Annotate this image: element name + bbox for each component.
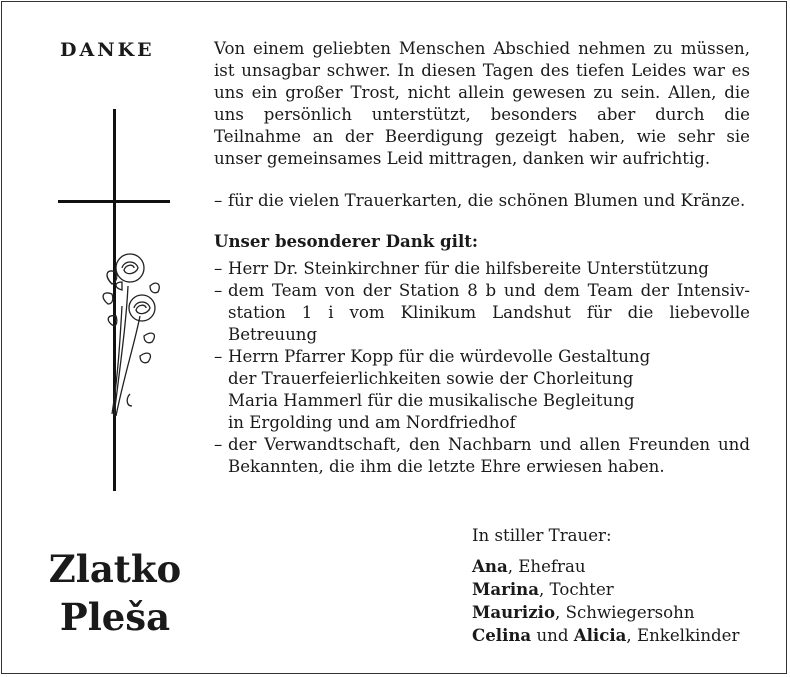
dash-marker: – [214,191,223,210]
thanks-heading: DANKE [60,39,155,61]
separator: , [555,603,566,622]
deceased-name [40,545,190,641]
separator: , [538,580,550,599]
mourner-relation: Schwiegersohn [565,603,695,622]
cross-horizontal-bar [58,200,170,203]
special-item-line: der Trauerfeierlichkeiten sowie der Chorleitung [228,369,634,388]
list-item [214,346,750,434]
list-item [214,434,750,478]
dash-marker: – [214,259,223,278]
roses-icon [100,246,170,421]
separator: , [626,626,637,645]
mourner-relation: Tochter [549,580,614,599]
list-item [214,190,750,212]
intro-paragraph: Von einem geliebten Menschen Abschied nehmen zu müssen, ist unsagbar schwer. In diesen Tagen des tiefen Leides war es uns ein großer Trost, nicht allein gewesen zu sein. Allen, die uns persönlich unterstützt, besonders aber durch die Teilnahme an der Beerdigung gezeigt haben, wie sehr sie unser gemeinsames Leid mittragen, danken wir aufrichtig. [214,39,750,168]
mourner-row [472,624,739,647]
dash-marker: – [214,347,223,366]
mourner-name: Celina [472,625,532,645]
special-thanks-heading: Unser besonderer Dank gilt: [214,231,479,251]
special-item-line: in Ergolding und am Nordfriedhof [228,413,516,432]
mourner-name: Marina [472,579,539,599]
special-item-line: Maria Hammerl für die musikalische Begleitung [228,391,635,410]
mourners-block [472,525,739,647]
main-text [214,38,750,478]
special-item-text: der Verwandtschaft, den Nachbarn und allen Freunden und Bekannten, die ihm die letzte Ehre erwiesen haben. [228,435,750,476]
separator: , [507,557,519,576]
deceased-last-name: Pleša [59,595,171,639]
mourner-row [472,601,739,624]
deceased-first-name: Zlatko [48,547,182,591]
mourner-row [472,555,739,578]
dash-marker: – [214,281,223,300]
special-item-text: dem Team von der Station 8 b und dem Team der Intensiv- station 1 i vom Klinikum Landshut für die liebevolle Betreuung [228,281,750,344]
mourner-relation: Enkelkinder [636,626,740,645]
mourners-intro: In stiller Trauer: [472,526,612,545]
mourner-name: Maurizio [472,602,556,622]
mourner-name: Ana [472,556,508,576]
list-item [214,280,750,346]
first-thanks-text: für die vielen Trauerkarten, die schönen Blumen und Kränze. [228,191,746,210]
dash-marker: – [214,435,223,454]
mourner-relation: Ehefrau [518,557,586,576]
mourner-row [472,578,739,601]
conjunction: und [531,626,574,645]
list-item [214,258,750,280]
special-item-text: Herr Dr. Steinkirchner für die hilfsbereite Unterstützung [228,259,709,278]
special-item-line: Herrn Pfarrer Kopp für die würdevolle Gestaltung [228,347,651,366]
mourner-name: Alicia [573,625,627,645]
